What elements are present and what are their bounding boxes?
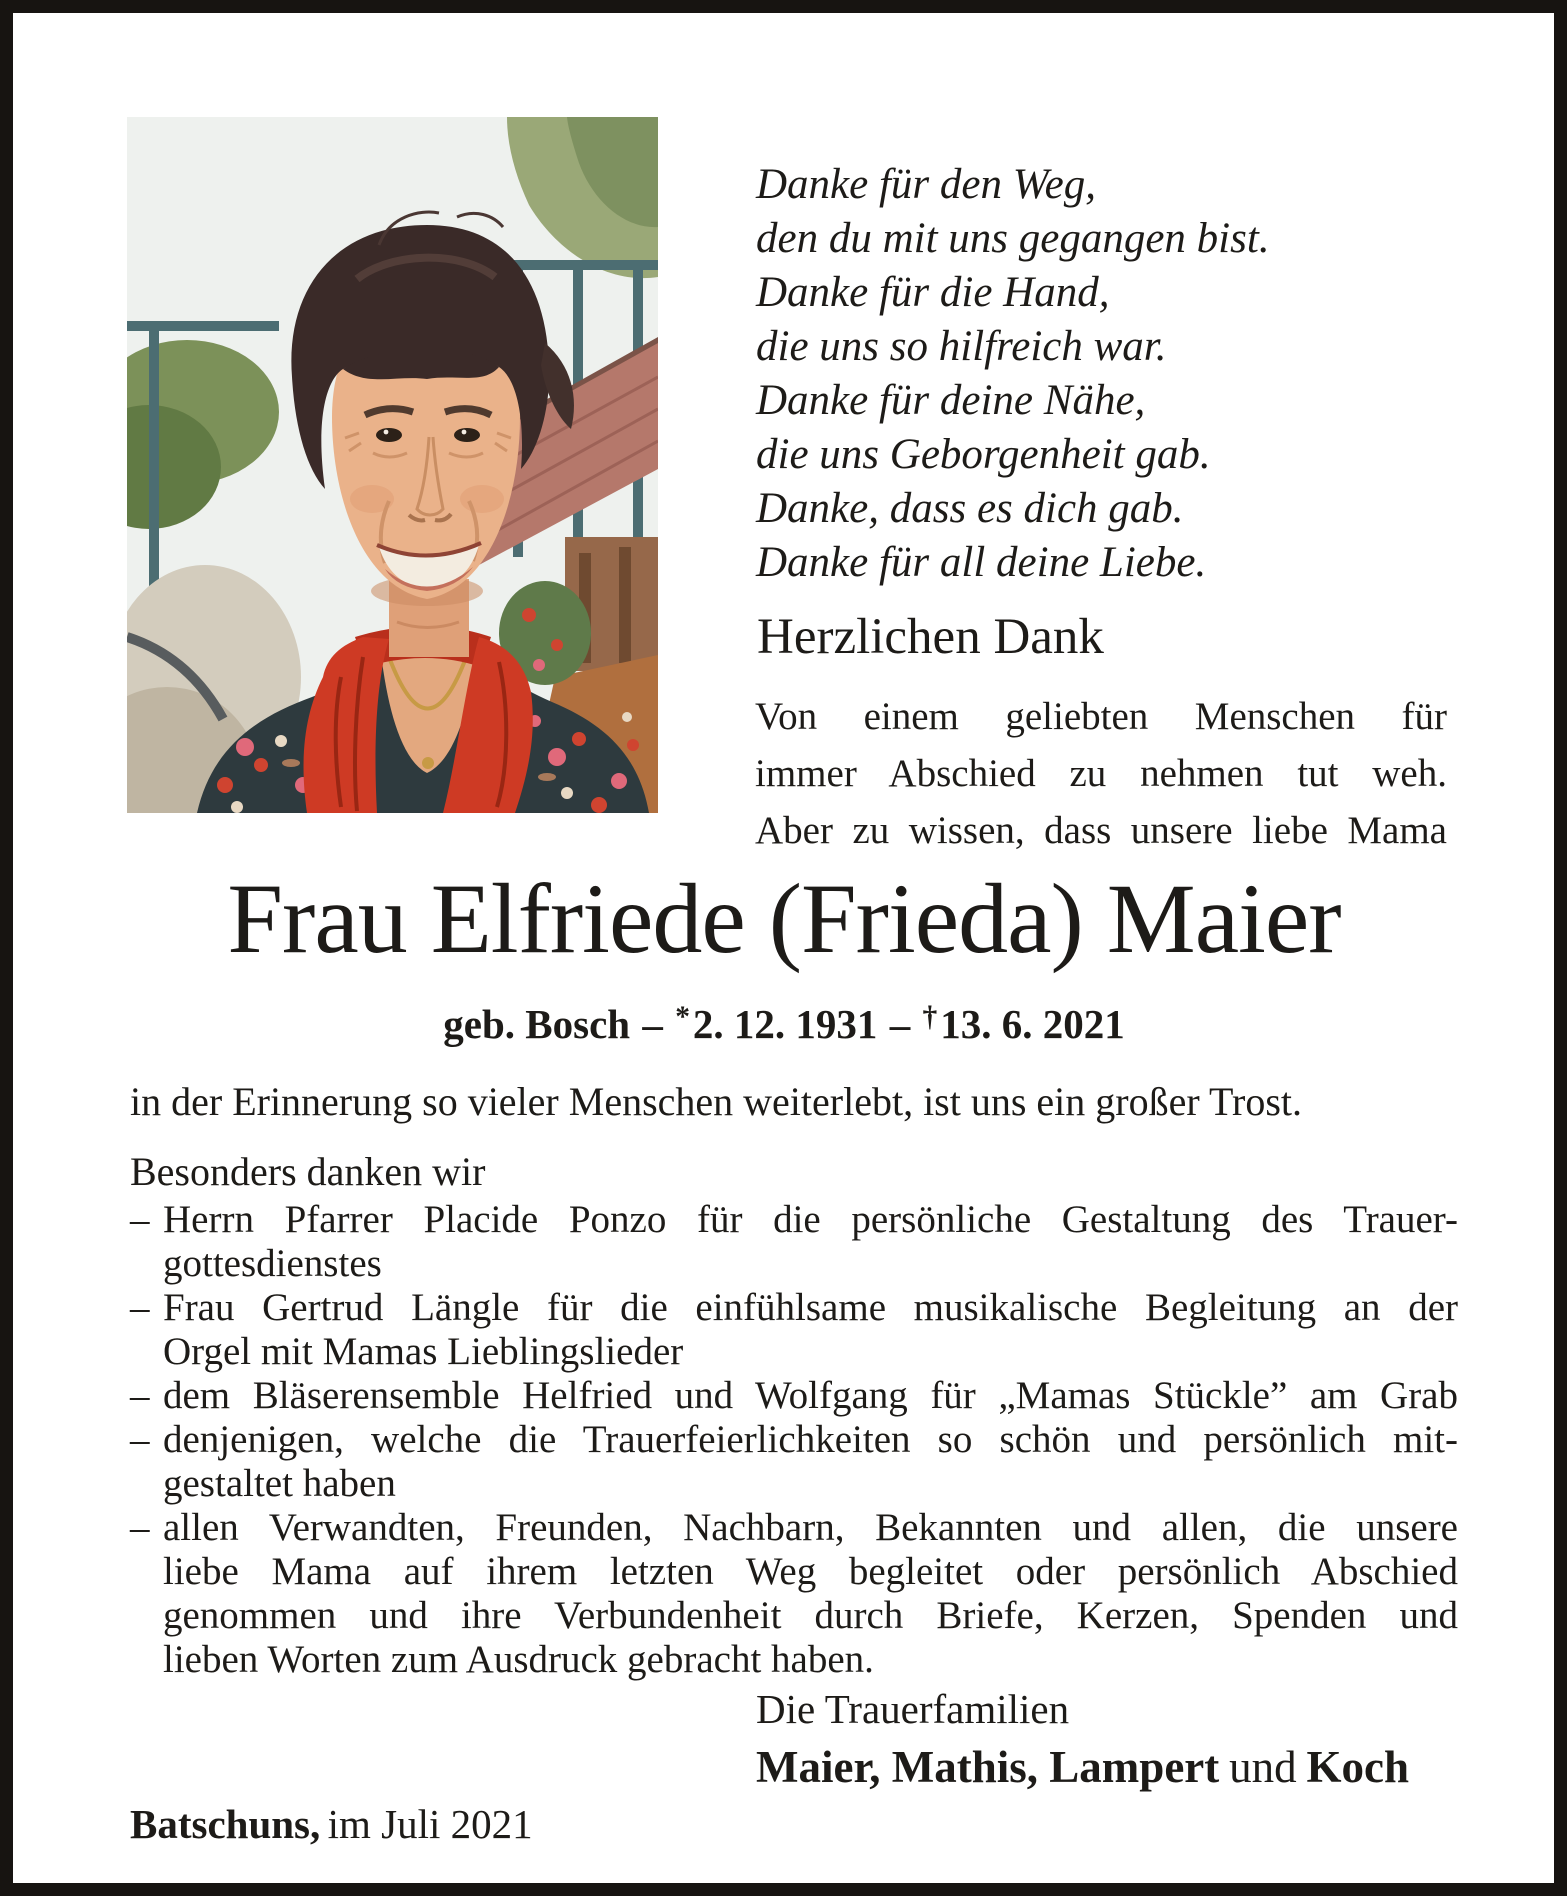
thanks-item-lines <box>163 1198 1458 1286</box>
thanks-item-lines <box>163 1506 1458 1682</box>
poem-line: Danke für all deine Liebe. <box>756 539 1207 586</box>
memorial-poem <box>756 158 1456 590</box>
death-date: 13. 6. 2021 <box>940 1001 1125 1047</box>
poem-line: den du mit uns gegangen bist. <box>756 215 1270 262</box>
poem-line: die uns so hilfreich war. <box>756 323 1167 370</box>
conjunction: und <box>1229 1742 1297 1793</box>
thanks-line: liebe Mama auf ihrem letzten Weg begleitet oder persönlich Abschied <box>163 1550 1458 1593</box>
thanks-item-lines <box>163 1286 1458 1374</box>
thanks-line: Herrn Pfarrer Placide Ponzo für die persönliche Gestaltung des Trauer- <box>163 1198 1458 1241</box>
list-dash: – <box>130 1198 150 1241</box>
thanks-line: genommen und ihre Verbundenheit durch Briefe, Kerzen, Spenden und <box>163 1594 1458 1637</box>
list-dash: – <box>130 1286 150 1329</box>
date-separator-2: – <box>889 1001 911 1047</box>
thanks-item <box>130 1418 1458 1506</box>
thanks-item <box>130 1198 1458 1286</box>
portrait-photo <box>127 117 658 813</box>
thanks-line: denjenigen, welche die Trauerfeierlichkeiten so schön und persönlich mit- <box>163 1418 1458 1461</box>
signature-block <box>756 1684 1409 1795</box>
maiden-name: geb. Bosch <box>443 1001 631 1047</box>
poem-line: Danke für die Hand, <box>756 269 1110 316</box>
thanks-item <box>130 1286 1458 1374</box>
poem-line: Danke für den Weg, <box>756 161 1096 208</box>
thanks-heading: Herzlichen Dank <box>757 609 1104 665</box>
poem-line: die uns Geborgenheit gab. <box>756 431 1211 478</box>
poem-line: Danke für deine Nähe, <box>756 377 1146 424</box>
consolation-line: in der Erinnerung so vieler Menschen weiterlebt, ist uns ein großer Trost. <box>130 1079 1302 1124</box>
signature-line: Die Trauerfamilien <box>756 1686 1070 1732</box>
thanks-list <box>130 1198 1458 1682</box>
place-date-line <box>130 1800 533 1848</box>
intro-paragraph <box>755 688 1447 859</box>
list-dash: – <box>130 1418 150 1461</box>
intro-line: immer Abschied zu nehmen tut weh. <box>755 752 1447 795</box>
thanks-line: gestaltet haben <box>163 1462 396 1505</box>
thanks-line: Orgel mit Mamas Lieblingslieder <box>163 1330 684 1373</box>
thanks-item-lines <box>163 1374 1458 1418</box>
thanks-lead: Besonders danken wir <box>130 1149 486 1194</box>
issue-date: im Juli 2021 <box>327 1801 533 1847</box>
thanks-item <box>130 1506 1458 1682</box>
list-dash: – <box>130 1506 150 1549</box>
death-symbol: † <box>922 1001 938 1034</box>
thanks-line: allen Verwandten, Freunden, Nachbarn, Bekannten und allen, die unsere <box>163 1506 1458 1549</box>
birth-symbol: * <box>675 1001 690 1034</box>
thanks-line: lieben Worten zum Ausdruck gebracht haben. <box>163 1638 874 1681</box>
list-dash: – <box>130 1374 150 1417</box>
signature-families <box>756 1740 1409 1795</box>
place-name: Batschuns, <box>130 1801 321 1847</box>
birth-date: 2. 12. 1931 <box>692 1001 878 1047</box>
thanks-line: dem Bläserensemble Helfried und Wolfgang für „Mamas Stückle” am Grab <box>163 1374 1458 1417</box>
deceased-name: Frau Elfriede (Frieda) Maier <box>227 863 1341 974</box>
intro-line: Von einem geliebten Menschen für <box>755 695 1447 738</box>
date-separator: – <box>642 1001 663 1047</box>
poem-line: Danke, dass es dich gab. <box>756 485 1184 532</box>
portrait-photo-illustration <box>127 117 658 813</box>
birth-death-line <box>118 1000 1450 1048</box>
thanks-line: Frau Gertrud Längle für die einfühlsame musikalische Begleitung an der <box>163 1286 1458 1329</box>
intro-line: Aber zu wissen, dass unsere liebe Mama <box>755 809 1447 852</box>
thanks-item <box>130 1374 1458 1418</box>
thanks-line: gottesdienstes <box>163 1242 382 1285</box>
family-bold-2: Koch <box>1306 1742 1410 1793</box>
families-bold: Maier, Mathis, Lampert <box>756 1742 1220 1793</box>
thanks-item-lines <box>163 1418 1458 1506</box>
